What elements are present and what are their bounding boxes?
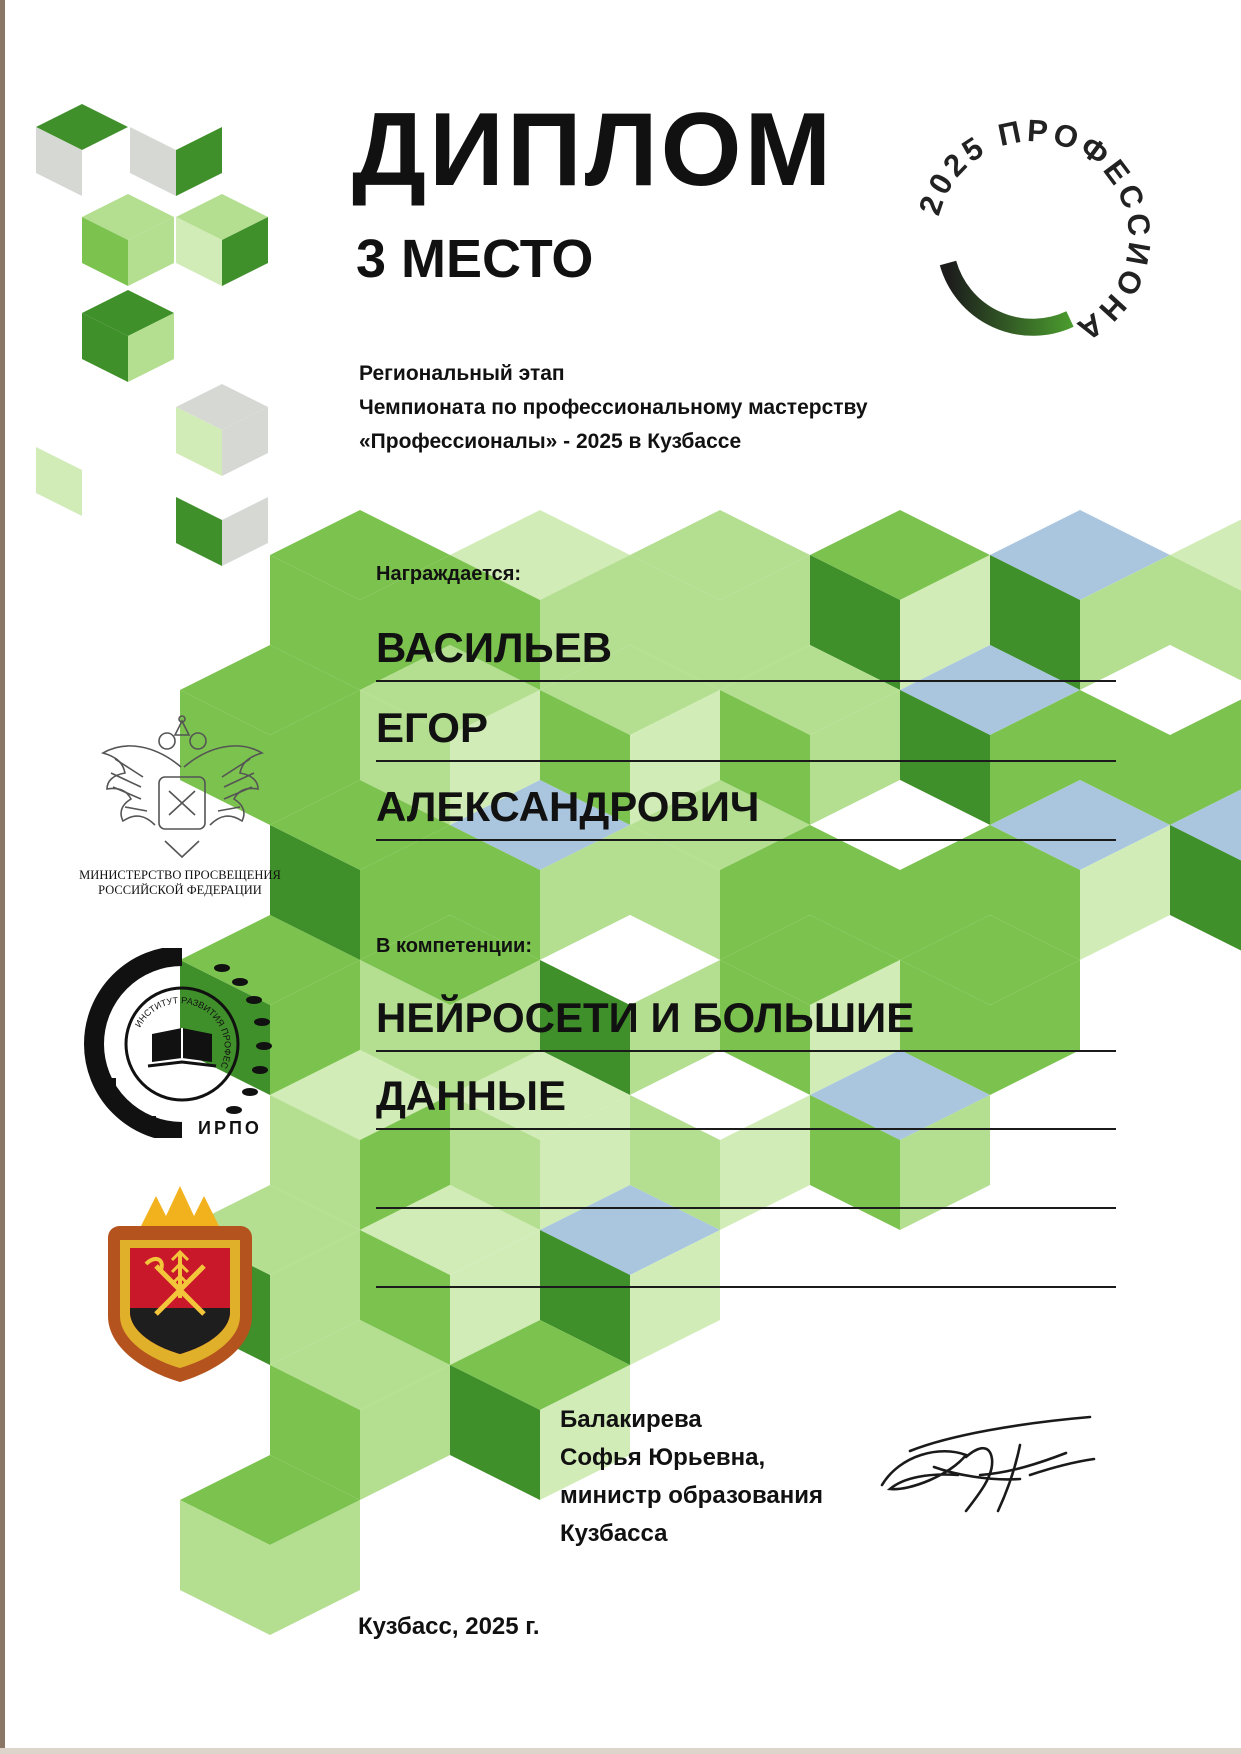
ministry-name	[70, 868, 290, 898]
ministry-eagle-icon	[95, 715, 270, 865]
awarded-label: Награждается:	[376, 563, 522, 585]
irpo-ring-text: ИНСТИТУТ РАЗВИТИЯ ПРОФЕС	[132, 995, 233, 1071]
competence-line: НЕЙРОСЕТИ И БОЛЬШИЕ	[376, 990, 1116, 1052]
signatory-block	[560, 1401, 823, 1553]
recipient-name: ЕГОР	[376, 700, 1116, 762]
cube-face	[222, 497, 268, 566]
cube-face	[176, 497, 222, 566]
competence-line-blank	[376, 1226, 1116, 1288]
championship-ring-icon	[890, 95, 1160, 365]
place-date: Кузбасс, 2025 г.	[358, 1613, 540, 1640]
svg-text:2025 ПРОФЕССИОНАЛЫ	[890, 95, 1158, 350]
irpo-abbr: ИРПО	[198, 1118, 262, 1138]
signatory-line: Софья Юрьевна,	[560, 1444, 766, 1471]
competence-line: ДАННЫЕ	[376, 1068, 1116, 1130]
cube-face	[36, 447, 82, 516]
ministry-name-line: МИНИСТЕРСТВО ПРОСВЕЩЕНИЯ	[79, 868, 281, 882]
kuzbass-coat-of-arms-icon	[100, 1186, 260, 1391]
event-line: «Профессионалы» - 2025 в Кузбассе	[359, 430, 742, 453]
event-line: Региональный этап	[359, 362, 565, 385]
signatory-line: министр образования	[560, 1482, 824, 1509]
competence-line-blank	[376, 1147, 1116, 1209]
handwritten-signature	[870, 1415, 1100, 1530]
signatory-line: Кузбасса	[560, 1520, 668, 1547]
place-heading: 3 МЕСТО	[356, 229, 594, 289]
championship-ring-text: 2025 ПРОФЕССИОНА	[911, 112, 1158, 350]
irpo-logo	[82, 948, 282, 1143]
cube-face	[130, 127, 176, 196]
diploma-title: ДИПЛОМ	[352, 92, 835, 208]
ministry-name-line: РОССИЙСКОЙ ФЕДЕРАЦИИ	[98, 883, 262, 897]
signatory-line: Балакирева	[560, 1406, 702, 1433]
cube-face	[176, 127, 222, 196]
event-line: Чемпионата по профессиональному мастерству	[359, 396, 868, 419]
event-description	[359, 357, 868, 459]
recipient-patronymic: АЛЕКСАНДРОВИЧ	[376, 779, 1116, 841]
recipient-surname: ВАСИЛЬЕВ	[376, 620, 1116, 682]
competence-label: В компетенции:	[376, 935, 532, 957]
championship-logo	[890, 95, 1160, 370]
